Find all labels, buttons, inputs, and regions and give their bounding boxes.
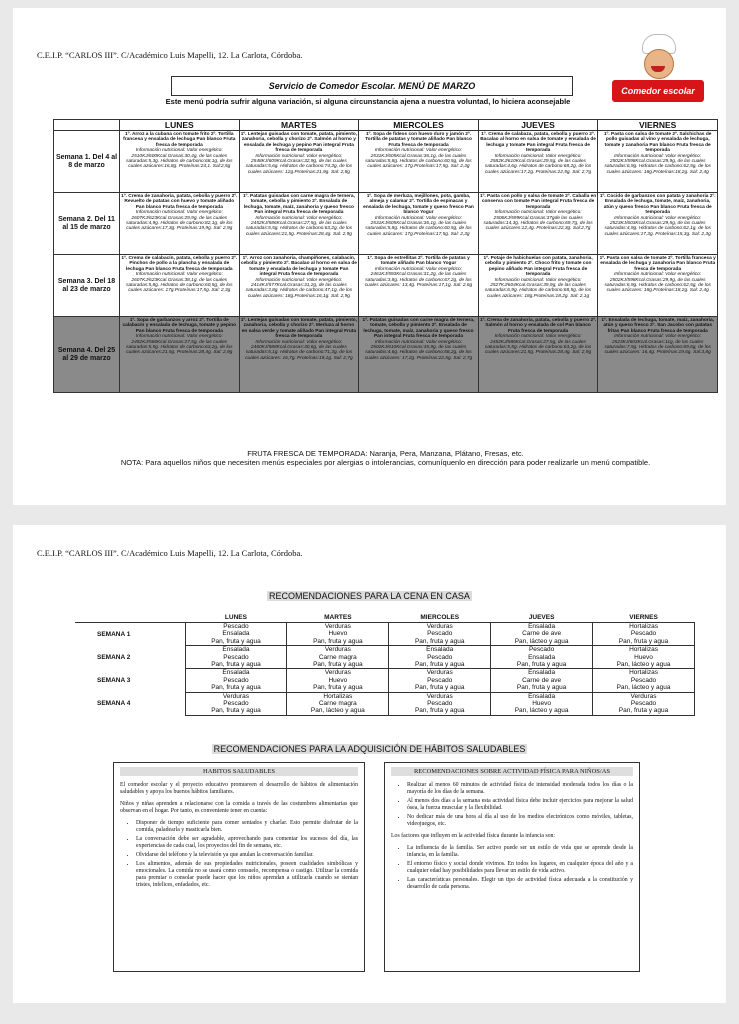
allergy-note: NOTA: Para aquellos niños que necesiten menús especiales por alergias o intolerancias, comuníquenlo en dirección para poder realizarle un menú compatible. [120,458,651,467]
cena-item: Huevo [328,630,348,638]
table-row [75,669,695,692]
cena-item: Pan, fruta y agua [618,707,669,715]
cena-item: Pan, lácteo y agua [310,707,365,715]
menu-cell [239,255,359,317]
cena-item: Pescado [223,653,249,661]
dishes: 1º. Crema de zanahoria, patata, cebolla y puerro 2º. Salmón al horno y ensalada de col Pan blanco Fruta fresca de temporada [479,318,597,334]
cena-item: Pan, fruta y agua [211,707,261,715]
school-header: C.E.I.P. “CARLOS III”. C/Académico Luis Mapelli, 12. La Carlota, Córdoba. [37,548,303,558]
cena-week-label: SEMANA 2 [97,653,131,661]
list-item: • Al menos dos días a la semana esta actividad física debe incluir ejercicios para mejorar la salud ósea, la fuerza muscular y la flexibilidad. [407,798,633,812]
dishes: 1º. Pasta con salsa de tomate 2º. Tortilla francesa y ensalada de lechuga y zanahoria Pan blanco Fruta fresca de temporada [599,256,716,272]
cena-cell [593,669,695,692]
menu-cell [120,317,240,393]
cena-item: Pescado [223,676,249,684]
table-row [54,255,718,317]
list-item: • El entorno físico y social donde vivimos. En todos los lugares, en cualquier época del año y a cualquier edad hay posibilidades para llevar un estilo de vida activo. [407,861,633,875]
list-item: • La influencia de la familia. Ser activo puede ser un estilo de vida que se aprende desde la infancia, en la familia. [407,845,633,859]
corner-cell [54,120,120,131]
day-header: JUEVES [478,120,598,131]
cena-item: Pescado [630,630,657,638]
menu-cell [598,193,718,255]
cena-day-header: VIERNES [593,613,695,623]
cena-cell [593,692,695,715]
nutrition-info: Información nutricional: Valor energético: 2607KJ/623Kcal.Grasas:38,1g, de las cuales saturadas:5,8g. Hidratos de carbono:60,5g, de los cuales azúcares: 17g.Proteínas:17,5g. Sal: 2,3g [126,272,233,294]
habitos-saludables-box [113,762,365,972]
fruit-line: FRUTA FRESCA DE TEMPORADA: Naranja, Pera, Manzana, Plátano, Fresas, etc. [247,449,524,458]
dishes: 1º. Crema de calabacín, patata, cebolla y puerro 2º. Pinchos de pollo a la plancha y ensalada de lechuga Pan blanco Fruta fresca de temporada [121,256,238,272]
cena-item: Verduras [426,669,453,677]
dishes: 1º. Crema de calabaza, patata, cebolla y puerro 2º. Bacalao al horno en salsa de tomate y ensalada de lechuga y tomate Pan integral Fruta fresca de temporada [480,132,596,154]
nutrition-info: Información nutricional: Valor energético: 2452KJ/586Kcal.Grasas:27,5g, de las cuales saturadas:5,5g. Hidratos de carbono:63,2g, de los cuales azúcares:21,5g. Proteínas:28,4g. Sal: 2,9g [245,215,353,237]
menu-cell [239,317,359,393]
cena-item: Verduras [426,692,453,700]
nutrition-info: Información nutricional: Valor energético: 2460KJ/588Kcal.Grasas:30,6g, de las cuales saturadas:5,1g. Hidratos de carbono:71,3g, de los cuales azúcares: 16,7g. Proteínas:19,1g. Sal: 2,7g [245,339,353,361]
habitos-paragraph: El comedor escolar y el proyecto educativo promueven el desarrollo de hábitos de alimentación saludables y apoya los buenos hábitos familiares. [120,782,358,795]
habitos-heading: HABITOS SALUDABLES [120,767,358,776]
school-header: C.E.I.P. “CARLOS III”. C/Académico Luis Mapelli, 12. La Carlota, Córdoba. [37,50,303,60]
cena-cell [185,646,287,669]
cena-item: Pescado [223,700,249,708]
menu-cell [359,193,479,255]
cena-item: Ensalada [528,692,556,700]
cena-item: Pan, fruta y agua [414,707,465,715]
cena-title: RECOMENDACIONES PARA LA CENA EN CASA [269,591,470,601]
menu-page [13,8,726,505]
cena-item: Pescado [223,623,249,630]
dishes: 1º. Arroz con zanahoria, champiñones, calabacín, cebolla y pimiento 2º. Bacalao al horno en salsa de tomate y ensalada de lechuga y tomate Pan integral Fruta fresca de temporada [240,256,357,278]
dishes: 1º. Sopa de merluza, mejillones, pota, gamba, almeja y calamar 2º. Tortilla de espinacas y ensalada de lechuga, tomate y queso fresco Pan blanco Yogur [363,194,474,216]
cena-item: Pan, lácteo y agua [616,684,671,692]
dishes: 1º. Cocido de garbanzos con patata y zanahoria 2º. Ensalada de lechuga, tomate, maíz, zanahoria, atún y queso fresco Pan blanco Fruta fresca de temporada [599,194,716,216]
nutrition-info: Información nutricional: Valor energético: 2523KJ/603Kcal.Grasas:11g, de las cuales saturadas:7,5g. Hidratos de carbono:69,6g, de los cuales azúcares: 16,4g. Proteínas:19,6g. Sal:3,8g [604,334,711,356]
nutrition-info: Información nutricional: Valor energético: 2461KJ/593Kcal.Grasas:31,2g, de las cuales saturadas:3,8g. Hidratos de carbono:67,2g, de los cuales azúcares: 13,4g. Proteínas:17,1g. Sal: 2,6g [364,266,473,289]
habitos-title: RECOMENDACIONES PARA LA ADQUISICIÓN DE HÁBITOS SALUDABLES [213,744,526,754]
cena-item: Pescado [630,676,657,684]
cena-cell [185,669,287,692]
menu-cell [359,255,479,317]
list-item: • Olvidarse del teléfono y la televisión ya que anulan la conversación familiar. [136,852,358,859]
cena-item: Verduras [324,623,351,630]
cena-cell [287,692,389,715]
nutrition-info: Información nutricional: Valor energético: 2452KJ/586Kcal.Grasas:27,5g, de las cuales saturadas:5,5g. Hidratos de carbono:63,2g, de los cuales azúcares:21,5g. Proteínas:28,4g. Sal: 2,9g [126,334,233,356]
cena-item: Pan, fruta y agua [516,661,567,669]
menu-cell [359,131,479,193]
nutrition-info: Información nutricional: Valor energético: 2502KJ/610Kcal.Grasas:35,9g, de las cuales saturadas:4,6g. Hidratos de carbono:68,2g, de los cuales azúcares: 17,2g. Proteínas:22,5g. Sal: 2,7g [364,339,473,361]
table-row [75,623,695,646]
cena-item: Verduras [222,692,249,700]
menu-table [53,119,718,393]
list-item: • La conversación debe ser agradable, aprovechando para comentar los sucesos del día, las experiencias de cada cual, los proyectos del fin de semana, etc. [136,836,358,850]
day-header: VIERNES [598,120,718,131]
cena-item: Carne de ave [522,676,562,684]
actividad-fisica-box [384,762,640,972]
menu-cell [478,131,598,193]
week-label: Semana 3. Del 18 al 23 de marzo [54,255,120,317]
cena-item: Carne de ave [522,630,562,638]
cena-item: Huevo [328,676,348,684]
nutrition-info: Información nutricional: Valor energético: 2607KJ/623Kcal.Grasas:29,9g, de las cuales saturadas:4,9g. Hidratos de carbono:82,1g, de los cuales azúcares:17,3g. Proteínas:19,9g. Sal: 2,9g [126,210,233,232]
nutrition-info: Información nutricional: Valor energético: 2452KJ/586Kcal.Grasas:27,5g, de las cuales saturadas:5,5g. Hidratos de carbono:63,2g, de los cuales azúcares:21,5g. Proteínas:28,4g. Sal: 2,9g [484,334,592,356]
menu-cell [239,131,359,193]
cena-day-header: MARTES [287,613,389,623]
list-item: • Los alimentos, además de sus propiedades nutricionales, poseen cualidades simbólicas y emocionales. La comida no se usará como consuelo, recompensa o castigo. Utilizar la comida para premiar o consolar puede hacer que los niños aprendan a utilizarla cuando se sientan tristes, infelices, enfadados, etc. [136,861,358,889]
cena-table [75,613,695,716]
week-label: Semana 4. Del 25 al 29 de marzo [54,317,120,393]
menu-cell [120,131,240,193]
cena-item: Ensalada [528,669,556,677]
logo-banner-text: Comedor escolar [612,80,704,102]
dishes: 1º. Patatas guisadas con carne magra de ternera, tomate, cebolla y pimiento 2º. Ensalada de lechuga, tomate, maíz, zanahoria y queso fresco Pan integral Fruta fresca de temporada [242,194,355,216]
menu-cell [478,255,598,317]
dishes: 1º. Potaje de habichuelas con patata, zanahoria, cebolla y pimiento 2º. Choco frito y tomate con pepino aliñado Pan integral Fruta fresca de temporada [483,256,593,278]
table-row [75,692,695,715]
cena-item: Pan, fruta y agua [313,637,363,645]
dishes: 1º. Arroz a la cubana con tomate frito 2º. Tortilla francesa y ensalada de lechuga Pan blanco Fruta fresca de temporada [123,132,236,148]
menu-subtitle: Este menú podría sufrir alguna variación, si alguna circunstancia ajena a nuestra voluntad, lo hiciera aconsejable [165,97,571,106]
menu-cell [359,317,479,393]
nutrition-info: Información nutricional: Valor energético: 2502KJ/598Kcal.Grasas:29,9g, de las cuales saturadas:6,9g. Hidratos de carbono:62,5g, de los cuales azúcares: 18g.Proteínas:18,2g. Sal: 2,4g [604,272,711,294]
cena-item: Pan, fruta y agua [211,684,261,692]
list-item: • No dedicar más de una hora al día al uso de los medios electrónicos como móviles, tabletas, videojuegos, etc. [407,814,633,828]
cena-cell [287,623,389,646]
list-item: • Disponer de tiempo suficiente para comer sentados y charlar. Esto permite disfrutar de la comida, paladearla y masticarla bien. [136,820,358,834]
week-label: Semana 2. Del 11 al 15 de marzo [54,193,120,255]
cena-item: Ensalada [222,669,250,677]
day-header: MARTES [239,120,359,131]
dishes: 1º. Sopa de garbanzos y arroz 2º. Tortilla de calabacín y ensalada de lechuga, tomate y pepino Pan blanco Fruta fresca de temporada [122,318,237,334]
cena-cell [593,623,695,646]
list-item: • Realizar al menos 60 minutos de actividad física de intensidad moderada todos los días o la mayoría de los días de la semana. [407,782,633,796]
cena-item: Pescado [427,700,453,708]
cena-item: Pan, fruta y agua [211,637,261,645]
nutrition-info: Información nutricional: Valor energético: 2523KJ/603Kcal.Grasas:29,5g, de las cuales saturadas:4,9g. Hidratos de carbono:62,1g, de los cuales azúcares:17,3g. Proteínas:15,3g. Sal: 2,3g [604,215,711,237]
actividad-paragraph: Los factores que influyen en la actividad física durante la infancia son: [391,833,556,839]
recommendations-page [13,525,726,1003]
cena-item: Pan, fruta y agua [618,637,669,645]
nutrition-info: Información nutricional: Valor energético: 2531KJ/605Kcal.Grasas:36,1g, de las cuales saturadas:5,8g. Hidratos de carbono:60,5g, de los cuales azúcares: 17g.Proteínas:17,5g. Sal: 2,3g [365,148,472,170]
dishes: 1º. Crema de zanahoria, patata, cebolla y puerro 2º. Revuelto de patatas con huevo y tomate aliñado Pan blanco Fruta fresca de temporada [121,194,238,210]
cena-day-header: JUEVES [491,613,593,623]
cena-week-label: SEMANA 3 [97,676,131,684]
cena-item: Pan, fruta y agua [414,637,465,645]
nutrition-info: Información nutricional: Valor energético: 2414KJ/577Kcal.Grasas:31,2g, de las cuales saturadas:3,8g. Hidratos de carbono:47,1g, de los cuales azúcares: 18g.Proteínas:16,1g. Sal: 2,9g [245,277,353,299]
list-item: • Las características personales. Elegir un tipo de actividad física adecuada a la constitución y desarrollo de cada persona. [407,877,633,891]
nutrition-info: Información nutricional: Valor energético: 2506KJ/599Kcal.Grasas:37gde las cuales saturadas:14,3g. Hidratos de carbono:69,7g, de los cuales azúcares:12,4g. Proteínas:22,3g. Sal:2,7g [483,210,593,232]
menu-cell [120,255,240,317]
nutrition-info: Información nutricional: Valor energético: 2527KJ/604Kcal.Grasas:39,9g, de las cuales saturadas:6,9g. Hidratos de carbono:68,5g, de los cuales azúcares: 18g.Proteínas:18,2g. Sal: 2,1g [484,277,592,299]
menu-cell [239,193,359,255]
cena-item: Pan, fruta y agua [211,661,261,669]
cena-item: Verduras [324,669,351,677]
cena-cell [185,623,287,646]
nutrition-info: Información nutricional: Valor energético: 2548KJ/609Kcal.Grasas:32,9g, de las cuales saturadas:5,6g. Hidratos de carbono:74,3g, de los cuales azúcares: 12g.Proteínas:21,9g. Sal: 2,8g [245,153,353,175]
factores-list [391,845,633,891]
cena-cell [389,646,491,669]
cena-item: Huevo [532,700,552,708]
menu-title: Servicio de Comedor Escolar. MENÚ DE MARZO [171,76,573,96]
actividad-heading: RECOMENDACIONES SOBRE ACTIVIDAD FÍSICA PARA NIÑOS/AS [391,767,633,776]
day-header: LUNES [120,120,240,131]
dishes: 1º. Pasta con salsa de tomate 2º. Salchichas de pollo guisadas al vino y ensalada de lechuga, tomate y zanahoria Pan blanco Fruta fresca de temporada [603,132,712,154]
cena-cell [185,692,287,715]
dishes: 1º. Pasta con pollo y salsa de tomate 2º. Caballa en conserva con tomate Pan integral Fruta fresca de temporada [479,194,597,210]
cena-day-header: MIERCOLES [389,613,491,623]
dishes: 1º. Sopa de fideos con huevo duro y jamón 2º. Tortilla de patatas y tomate aliñado Pan blanco Fruta fresca de temporada [365,132,472,148]
cena-item: Ensalada [222,630,250,638]
menu-cell [598,255,718,317]
cena-cell [593,646,695,669]
cena-item: Ensalada [222,646,250,654]
cena-item: Pan, fruta y agua [414,661,465,669]
habitos-list [120,820,358,889]
cena-item: Pan, lácteo y agua [616,661,671,669]
cena-day-header: LUNES [185,613,287,623]
cena-cell [287,669,389,692]
cena-item: Pescado [427,653,453,661]
table-row [54,193,718,255]
cena-cell [491,623,593,646]
menu-cell [478,317,598,393]
dishes: 1º. Lentejas guisadas con tomate, patata, pimiento, zanahoria, cebolla y chorizo 2º. Salmón al horno y ensalada de lechuga y pepino Pan integral Fruta fresca de temporada [240,132,358,154]
dishes: 1º. Patatas guisadas con carne magra de ternera, tomate, cebolla y pimiento 2º. Ensalada de lechuga, tomate, maíz, zanahoria y queso fresco Pan integral Fruta fresca de temporada [362,318,475,340]
cena-item: Pan, fruta y agua [313,684,363,692]
cena-item: Verduras [630,692,657,700]
dishes: 1º. Sopa de estrellitas 2º. Tortilla de patatas y tomate aliñado Pan blanco Yogur [367,256,470,267]
cena-item: Pan, fruta y agua [516,684,567,692]
cena-item: Ensalada [528,623,556,630]
cena-item: Hortalizas [323,692,353,700]
table-row [54,131,718,193]
cena-cell [491,646,593,669]
cena-item: Pescado [630,700,657,708]
cena-item: Pescado [427,676,453,684]
chef-icon [638,34,678,82]
cena-item: Hortalizas [629,669,658,677]
dishes: 1º. Ensalada de lechuga, tomate, maíz, zanahoria, atún y queso fresco 2º. San Jacobo con patatas fritas Pan blanco Fruta fresca de temporada [601,318,715,334]
cena-item: Pan, fruta y agua [313,661,363,669]
cena-item: Ensalada [528,653,556,661]
cena-item: Carne magra [318,653,357,661]
nutrition-info: Información nutricional: Valor energético: 2502KJ/598Kcal.Grasas:29,9g, de las cuales saturadas:6,9g. Hidratos de carbono:62,5g, de los cuales azúcares: 18g.Proteínas:18,2g. Sal: 2,4g [604,153,711,175]
week-label: Semana 1. Del 4 al 8 de marzo [54,131,120,193]
cena-item: Hortalizas [629,646,658,654]
menu-cell [598,317,718,393]
cena-item: Pan, lácteo y agua [514,707,569,715]
cena-cell [287,646,389,669]
menu-cell [120,193,240,255]
table-row [75,646,695,669]
cena-item: Verduras [426,623,453,630]
cena-item: Pescado [427,630,453,638]
cena-item: Carne magra [318,700,357,708]
cena-cell [389,692,491,715]
day-header: MIERCOLES [359,120,479,131]
cena-item: Ensalada [426,646,454,654]
cena-item: Verduras [324,646,351,654]
nutrition-info: Información nutricional: Valor energético: 2510KJ/600Kcal.Grasas:30,4g, de las cuales saturadas:5,3g. Hidratos de carbono:68,1g, de los cuales azúcares:16,8g. Proteínas:24,1. Sal:2,5g [126,148,233,170]
nutrition-info: Información nutricional: Valor energético: 2582KJ/610Kcal.Grasas:29,5g, de las cuales saturadas:4,6g. Hidratos de carbono:68,2g, de los cuales azúcares:17,2g. Proteínas:22,5g. Sal: 2,7g [484,153,592,175]
actividad-list [391,782,633,828]
cena-week-label: SEMANA 4 [97,700,131,708]
cena-week-label: SEMANA 1 [97,630,131,638]
cena-cell [389,623,491,646]
menu-cell [598,131,718,193]
menu-cell [478,193,598,255]
menu-notes [53,449,718,467]
dishes: 1º. Lentejas guisadas con tomate, patata, pimiento, zanahoria, cebolla y chorizo 2º. Merluza al horno en salsa verde y tomate aliñado Pan integral Fruta fresca de temporada [240,318,358,340]
cena-cell [389,669,491,692]
nutrition-info: Información nutricional: Valor energético: 2531KJ/605Kcal.Grasas:36,1g, de las cuales saturadas:5,8g. Hidratos de carbono:60,5g, de los cuales azúcares: 17g.Proteínas:17,5g. Sal: 2,3g [365,215,472,237]
comedor-logo [612,34,704,106]
cena-item: Hortalizas [629,623,658,630]
cena-cell [491,692,593,715]
habitos-paragraph: Niños y niñas aprenden a relacionarse con la comida a través de las costumbres alimentarias que observan en el hogar. Por tanto, es conveniente tener en cuenta: [120,801,358,814]
table-row [54,317,718,393]
cena-item: Pan, fruta y agua [414,684,465,692]
cena-item: Pescado [528,646,555,654]
cena-item: Huevo [634,653,653,661]
cena-item: Pan, lácteo y agua [514,637,569,645]
cena-cell [491,669,593,692]
